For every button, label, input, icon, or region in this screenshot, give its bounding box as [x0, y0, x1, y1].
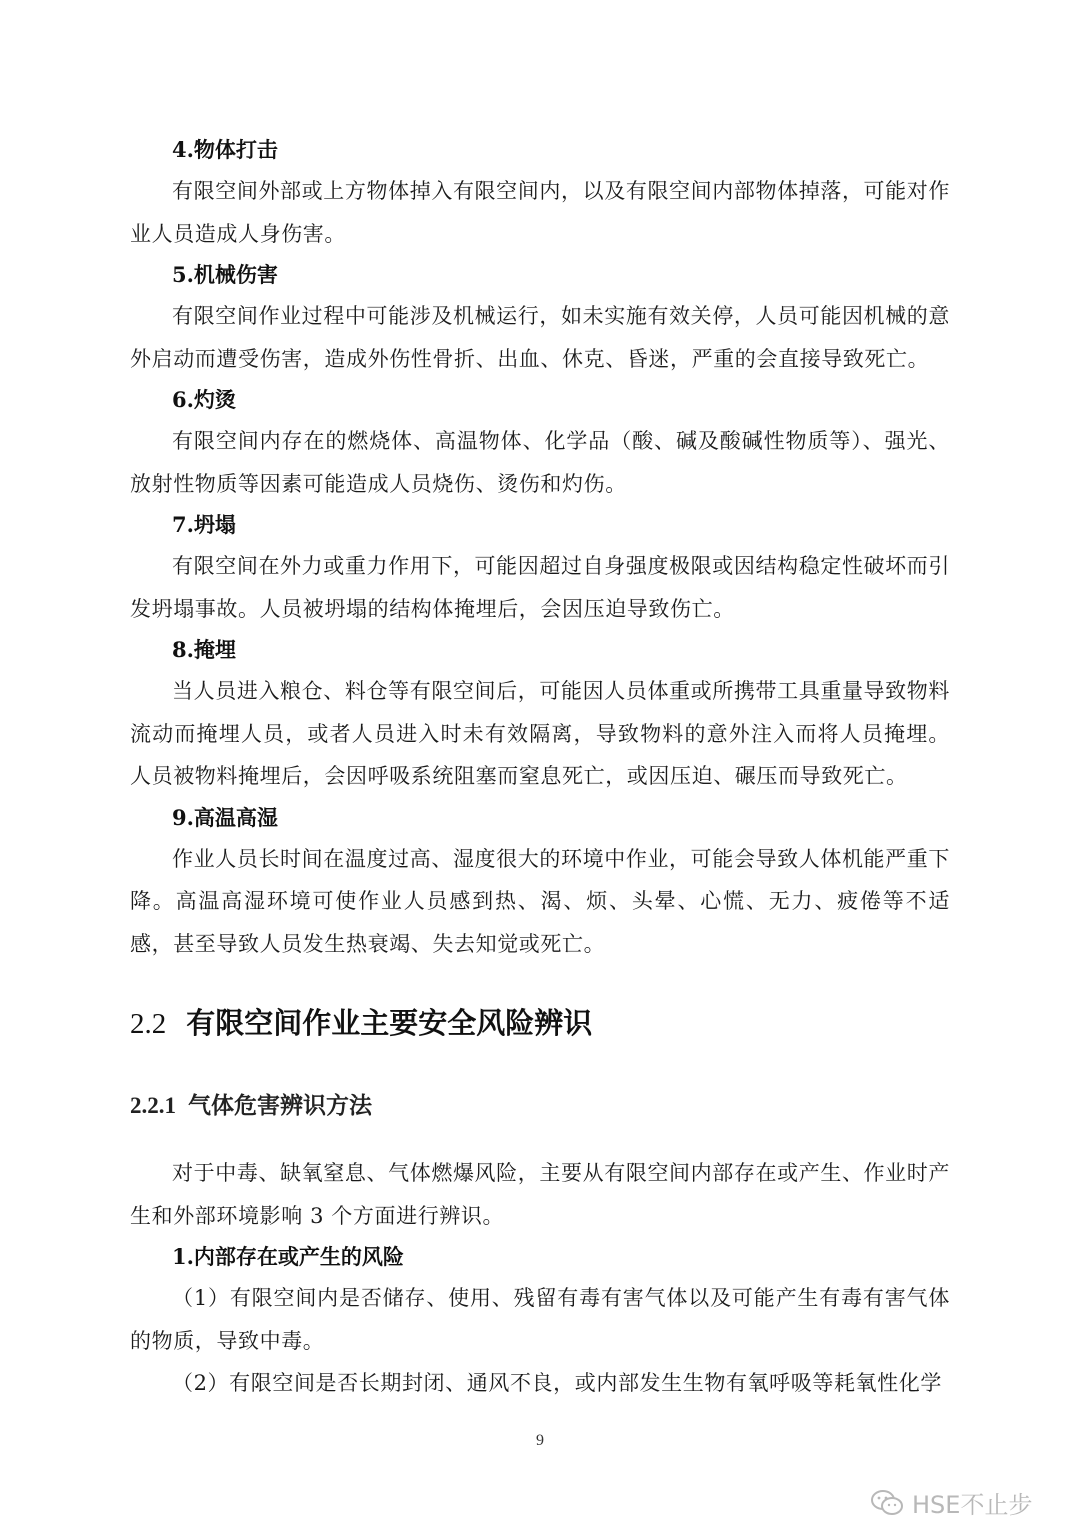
list-item: （1）有限空间内是否储存、使用、残留有毒有害气体以及可能产生有毒有害气体的物质，导致中毒。	[130, 1286, 950, 1353]
watermark	[870, 1485, 1032, 1520]
subheading: 7.坍塌	[172, 512, 236, 537]
hazard-section-4	[130, 130, 950, 255]
hazard-section-9	[130, 798, 950, 966]
subsection-title-text: 气体危害辨识方法	[188, 1093, 372, 1119]
paragraph: 作业人员长时间在温度过高、湿度很大的环境中作业，可能会导致人体机能严重下降。高温高湿环境可使作业人员感到热、渴、烦、头晕、心慌、无力、疲倦等不适感，甚至导致人员发生热衰竭、失去知觉或死亡。	[130, 846, 950, 956]
page-content	[130, 130, 950, 1405]
subheading: 1.内部存在或产生的风险	[172, 1244, 404, 1269]
section-number: 2.2	[130, 1008, 167, 1040]
subheading: 4.物体打击	[172, 137, 278, 162]
subheading: 5.机械伤害	[172, 262, 278, 287]
hazard-section-5	[130, 255, 950, 380]
subheading: 8.掩埋	[172, 637, 236, 662]
subsection-number: 2.2.1	[130, 1093, 176, 1118]
watermark-text: HSE不止步	[912, 1491, 1033, 1519]
section-title-text: 有限空间作业主要安全风险辨识	[186, 1006, 593, 1040]
intro-paragraph: 对于中毒、缺氧窒息、气体燃爆风险，主要从有限空间内部存在或产生、作业时产生和外部环境影响 3 个方面进行辨识。	[130, 1161, 950, 1228]
hazard-section-6	[130, 380, 950, 505]
list-item: （2）有限空间是否长期封闭、通风不良，或内部发生生物有氧呼吸等耗氧性化学	[172, 1371, 942, 1395]
section-title	[130, 1003, 950, 1044]
subheading: 6.灼烫	[172, 387, 236, 412]
subsection-title	[130, 1086, 950, 1126]
subheading: 9.高温高湿	[172, 804, 278, 830]
paragraph: 有限空间内存在的燃烧体、高温物体、化学品（酸、碱及酸碱性物质等）、强光、放射性物质等因素可能造成人员烧伤、烫伤和灼伤。	[130, 429, 950, 496]
paragraph: 当人员进入粮仓、料仓等有限空间后，可能因人员体重或所携带工具重量导致物料流动而掩埋人员，或者人员进入时未有效隔离，导致物料的意外注入而将人员掩埋。人员被物料掩埋后，会因呼吸系统阻塞而窒息死亡，或因压迫、碾压而导致死亡。	[130, 679, 950, 788]
paragraph: 有限空间在外力或重力作用下，可能因超过自身强度极限或因结构稳定性破坏而引发坍塌事故。人员被坍塌的结构体掩埋后，会因压迫导致伤亡。	[130, 554, 950, 621]
paragraph: 有限空间作业过程中可能涉及机械运行，如未实施有效关停，人员可能因机械的意外启动而遭受伤害，造成外伤性骨折、出血、休克、昏迷，严重的会直接导致死亡。	[130, 304, 950, 371]
hazard-section-7	[130, 505, 950, 630]
paragraph: 有限空间外部或上方物体掉入有限空间内，以及有限空间内部物体掉落，可能对作业人员造成人身伤害。	[130, 179, 950, 246]
hazard-section-8	[130, 630, 950, 798]
page-number: 9	[536, 1432, 544, 1449]
wechat-icon	[870, 1489, 904, 1517]
